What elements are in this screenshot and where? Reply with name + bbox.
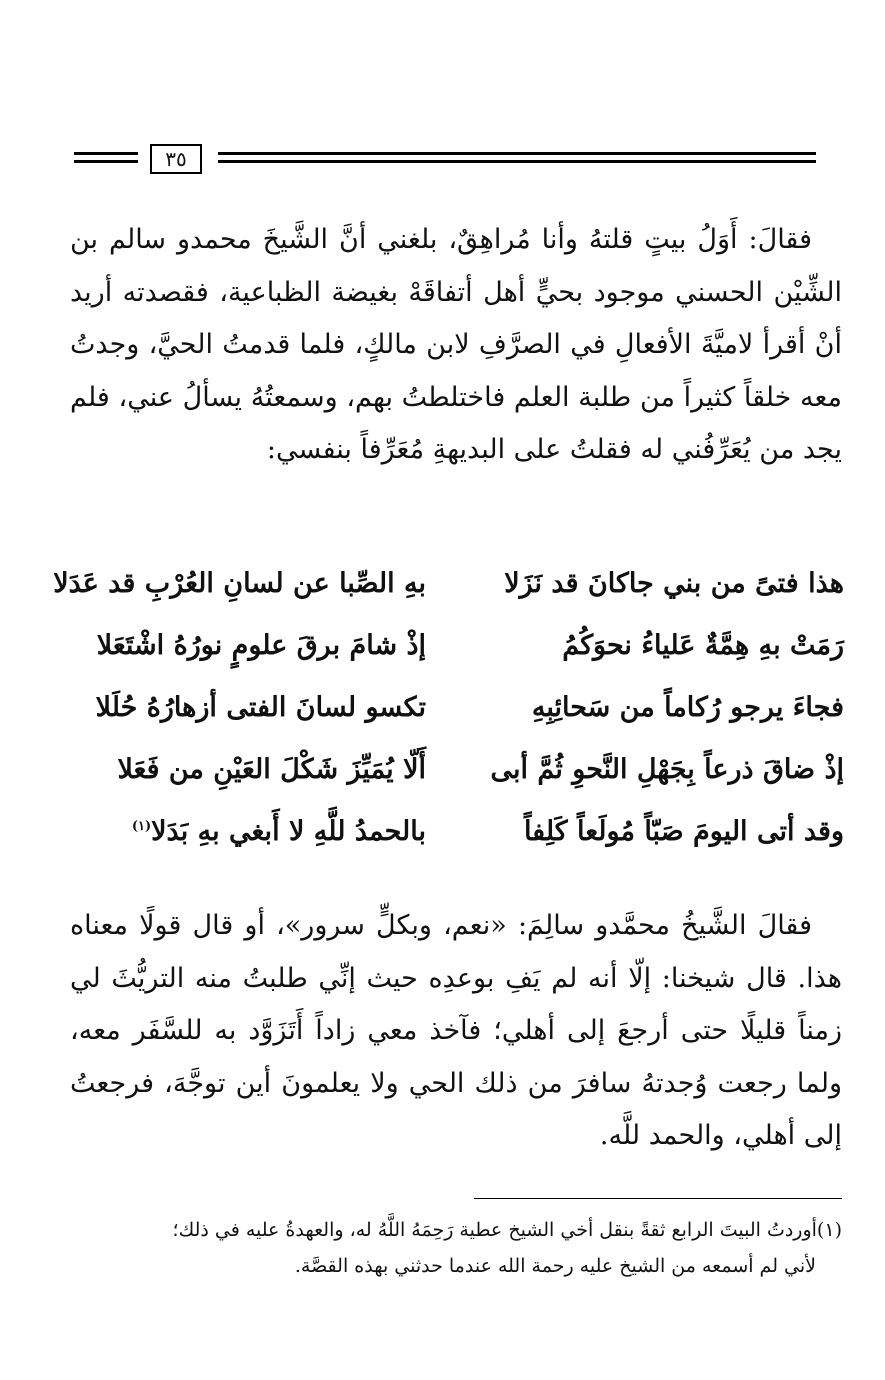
verse-second-hemistich: تكسو لسانَ الفتى أزهارُهُ حُلَلا (95, 692, 426, 723)
footnote (70, 1212, 842, 1284)
verse-second-hemistich: بهِ الصِّبا عن لسانِ العُرْبِ قد عَدَلا (53, 568, 426, 599)
poem-verse (68, 754, 844, 816)
poem-verse (68, 692, 844, 754)
poem-verse (68, 816, 844, 878)
verse-second-hemistich (132, 816, 426, 847)
footnote-line: لأني لم أسمعه من الشيخ عليه رحمة الله عندما حدثني بهذه القصَّة. (294, 1255, 816, 1277)
footnote-marker: (١) (131, 819, 152, 834)
hemistich-text: بالحمدُ للَّهِ لا أَبغي بهِ بَدَلا (151, 816, 426, 847)
verse-first-hemistich: إذْ ضاقَ ذرعاً بِجَهْلِ النَّحوِ ثُمَّ أبى (490, 754, 844, 785)
header-rule-left (74, 160, 138, 163)
paragraph-conclusion (70, 900, 842, 1163)
verse-second-hemistich: إذْ شامَ برقَ علومٍ نورُهُ اشْتَعَلا (96, 630, 426, 661)
footnote-line: (١)أوردتُ البيتَ الرابع ثقةً بنقل أخي الشيخ عطية رَحِمَهُ اللَّهُ له، والعهدةُ عليه في ذلك؛ (172, 1219, 842, 1241)
paragraph-text: فقالَ الشَّيخُ محمَّدو سالِمَ: «نعم، وبكلٍّ سرور»، أو قال قولًا معناه هذا. قال شيخنا: إلّا أنه لم يَفِ بوعدِه حيث إنِّي طلبتُ منه التريُّثَ لي زمناً قليلًا حتى أرجعَ إلى أهلي؛ فآخذ معي زاداً أَتَزَوَّد به للسَّفَر معه، ولما رجعت وُجدتهُ سافرَ من ذلك الحي ولا يعلمونَ أين توجَّهَ، فرجعتُ إلى أهلي، والحمد للَّه. (70, 910, 842, 1151)
header-rule-left (74, 152, 138, 155)
header-rule-right (218, 160, 816, 163)
verse-first-hemistich: هذا فتىً من بني جاكانَ قد نَزَلا (504, 568, 844, 599)
page-number: ٣٥ (150, 144, 202, 174)
header-rule-right (218, 152, 816, 155)
verse-first-hemistich: رَمَتْ بهِ هِمَّةٌ عَلياءُ نحوَكُمُ (562, 630, 844, 661)
paragraph-intro (70, 214, 842, 477)
verse-second-hemistich: أَلّا يُمَيِّزَ شَكْلَ العَيْنِ من فَعَلا (117, 754, 426, 785)
page-header (0, 138, 885, 178)
verse-first-hemistich: وقد أتى اليومَ صَبّاً مُولَعاً كَلِفاً (523, 816, 844, 847)
poem-verse (53, 568, 844, 630)
footnote-separator (474, 1198, 842, 1199)
verse-first-hemistich: فجاءَ يرجو رُكاماً من سَحائِبِهِ (531, 692, 844, 723)
poem (53, 568, 844, 878)
poem-verse (68, 630, 844, 692)
paragraph-text: فقالَ: أَوَلُ بيتٍ قلتهُ وأنا مُراهِقٌ، بلغني أنَّ الشَّيخَ محمدو سالم بن الشِّيْن الحسني موجود بحيٍّ أهل أتفاقَهْ بغيضة الظباعية، فقصدته أريد أنْ أقرأ لاميَّةَ الأفعالِ في الصرَّفِ لابن مالكٍ، فلما قدمتُ الحيَّ، وجدتُ معه خلقاً كثيراً من طلبة العلم فاختلطتُ بهم، وسمعتُهُ يسألُ عني، فلم يجد من يُعَرِّفُني له فقلتُ على البديهةِ مُعَرِّفاً بنفسي: (70, 224, 842, 465)
